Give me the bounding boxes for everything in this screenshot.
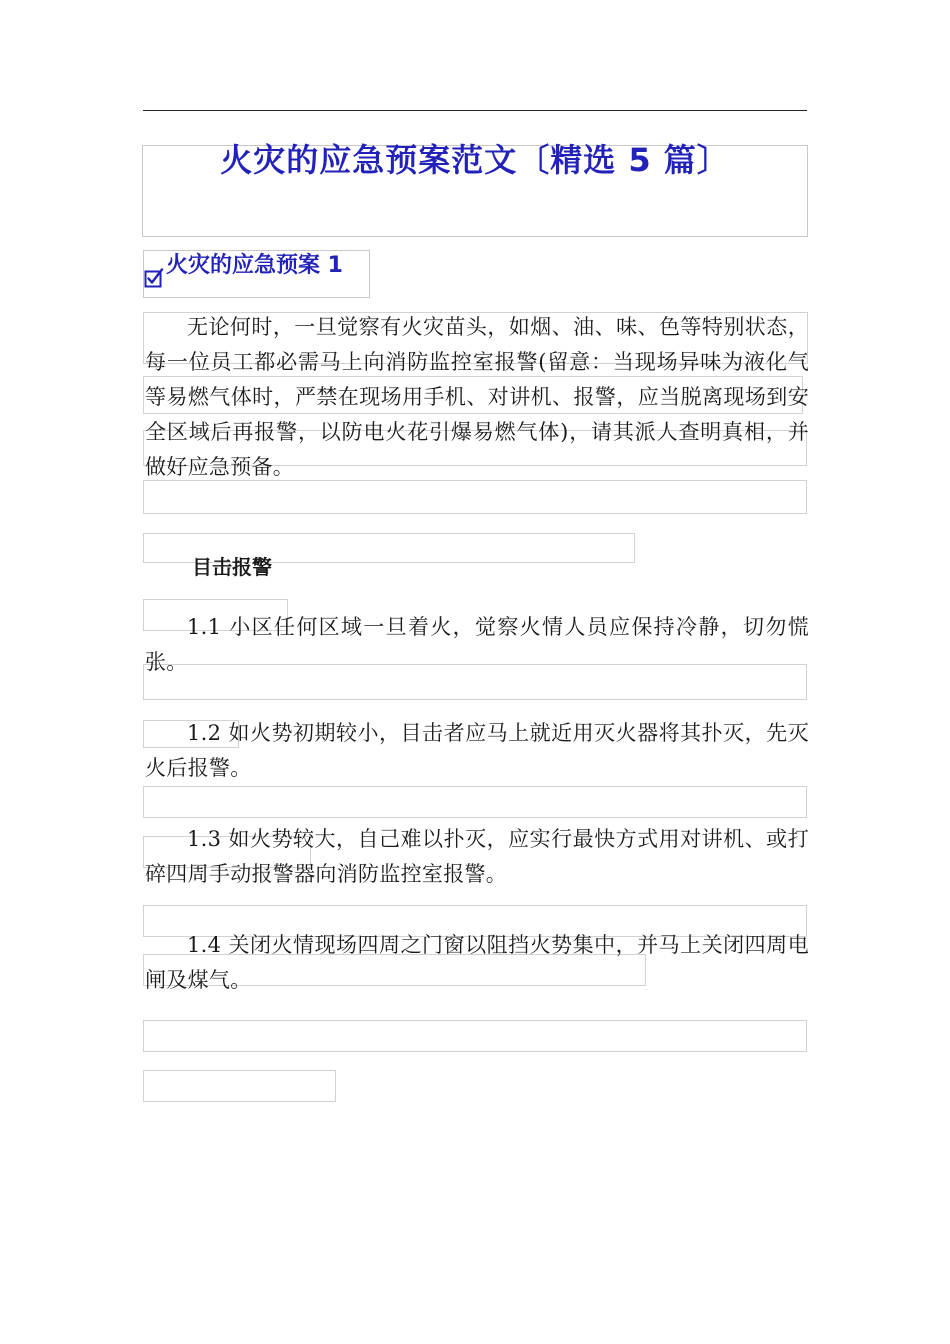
list-item: 1.1 小区任何区域一旦着火，觉察火情人员应保持冷静，切勿慌张。 — [145, 615, 809, 674]
list-item: 1.2 如火势初期较小，目击者应马上就近用灭火器将其扑灭，先灭火后报警。 — [145, 721, 809, 780]
line-frame — [143, 1020, 807, 1052]
list-item: 1.3 如火势较大，自己难以扑灭，应实行最快方式用对讲机、或打碎四周手动报警器向消防监控室报警。 — [145, 827, 809, 886]
subheading-witness-alarm: 目击报警 — [192, 555, 272, 579]
checkbox-checked-icon — [144, 268, 164, 288]
header-rule — [143, 110, 807, 111]
document-title: 火灾的应急预案范文〔精选 5 篇〕 — [220, 141, 730, 179]
intro-paragraph: 无论何时，一旦觉察有火灾苗头，如烟、油、味、色等特别状态，每一位员工都必需马上向消防监控室报警(留意：当现场异味为液化气等易燃气体时，严禁在现场用手机、对讲机、报警，应当脱离现场到安全区域后再报警，以防电火花引爆易燃气体)，请其派人查明真相，并做好应急预备。 — [145, 315, 809, 479]
line-frame — [143, 480, 807, 514]
line-frame — [143, 1070, 336, 1102]
line-frame — [143, 786, 807, 818]
list-item: 1.4 关闭火情现场四周之门窗以阻挡火势集中，并马上关闭四周电闸及煤气。 — [145, 933, 809, 992]
section-heading: 火灾的应急预案 1 — [166, 253, 343, 278]
